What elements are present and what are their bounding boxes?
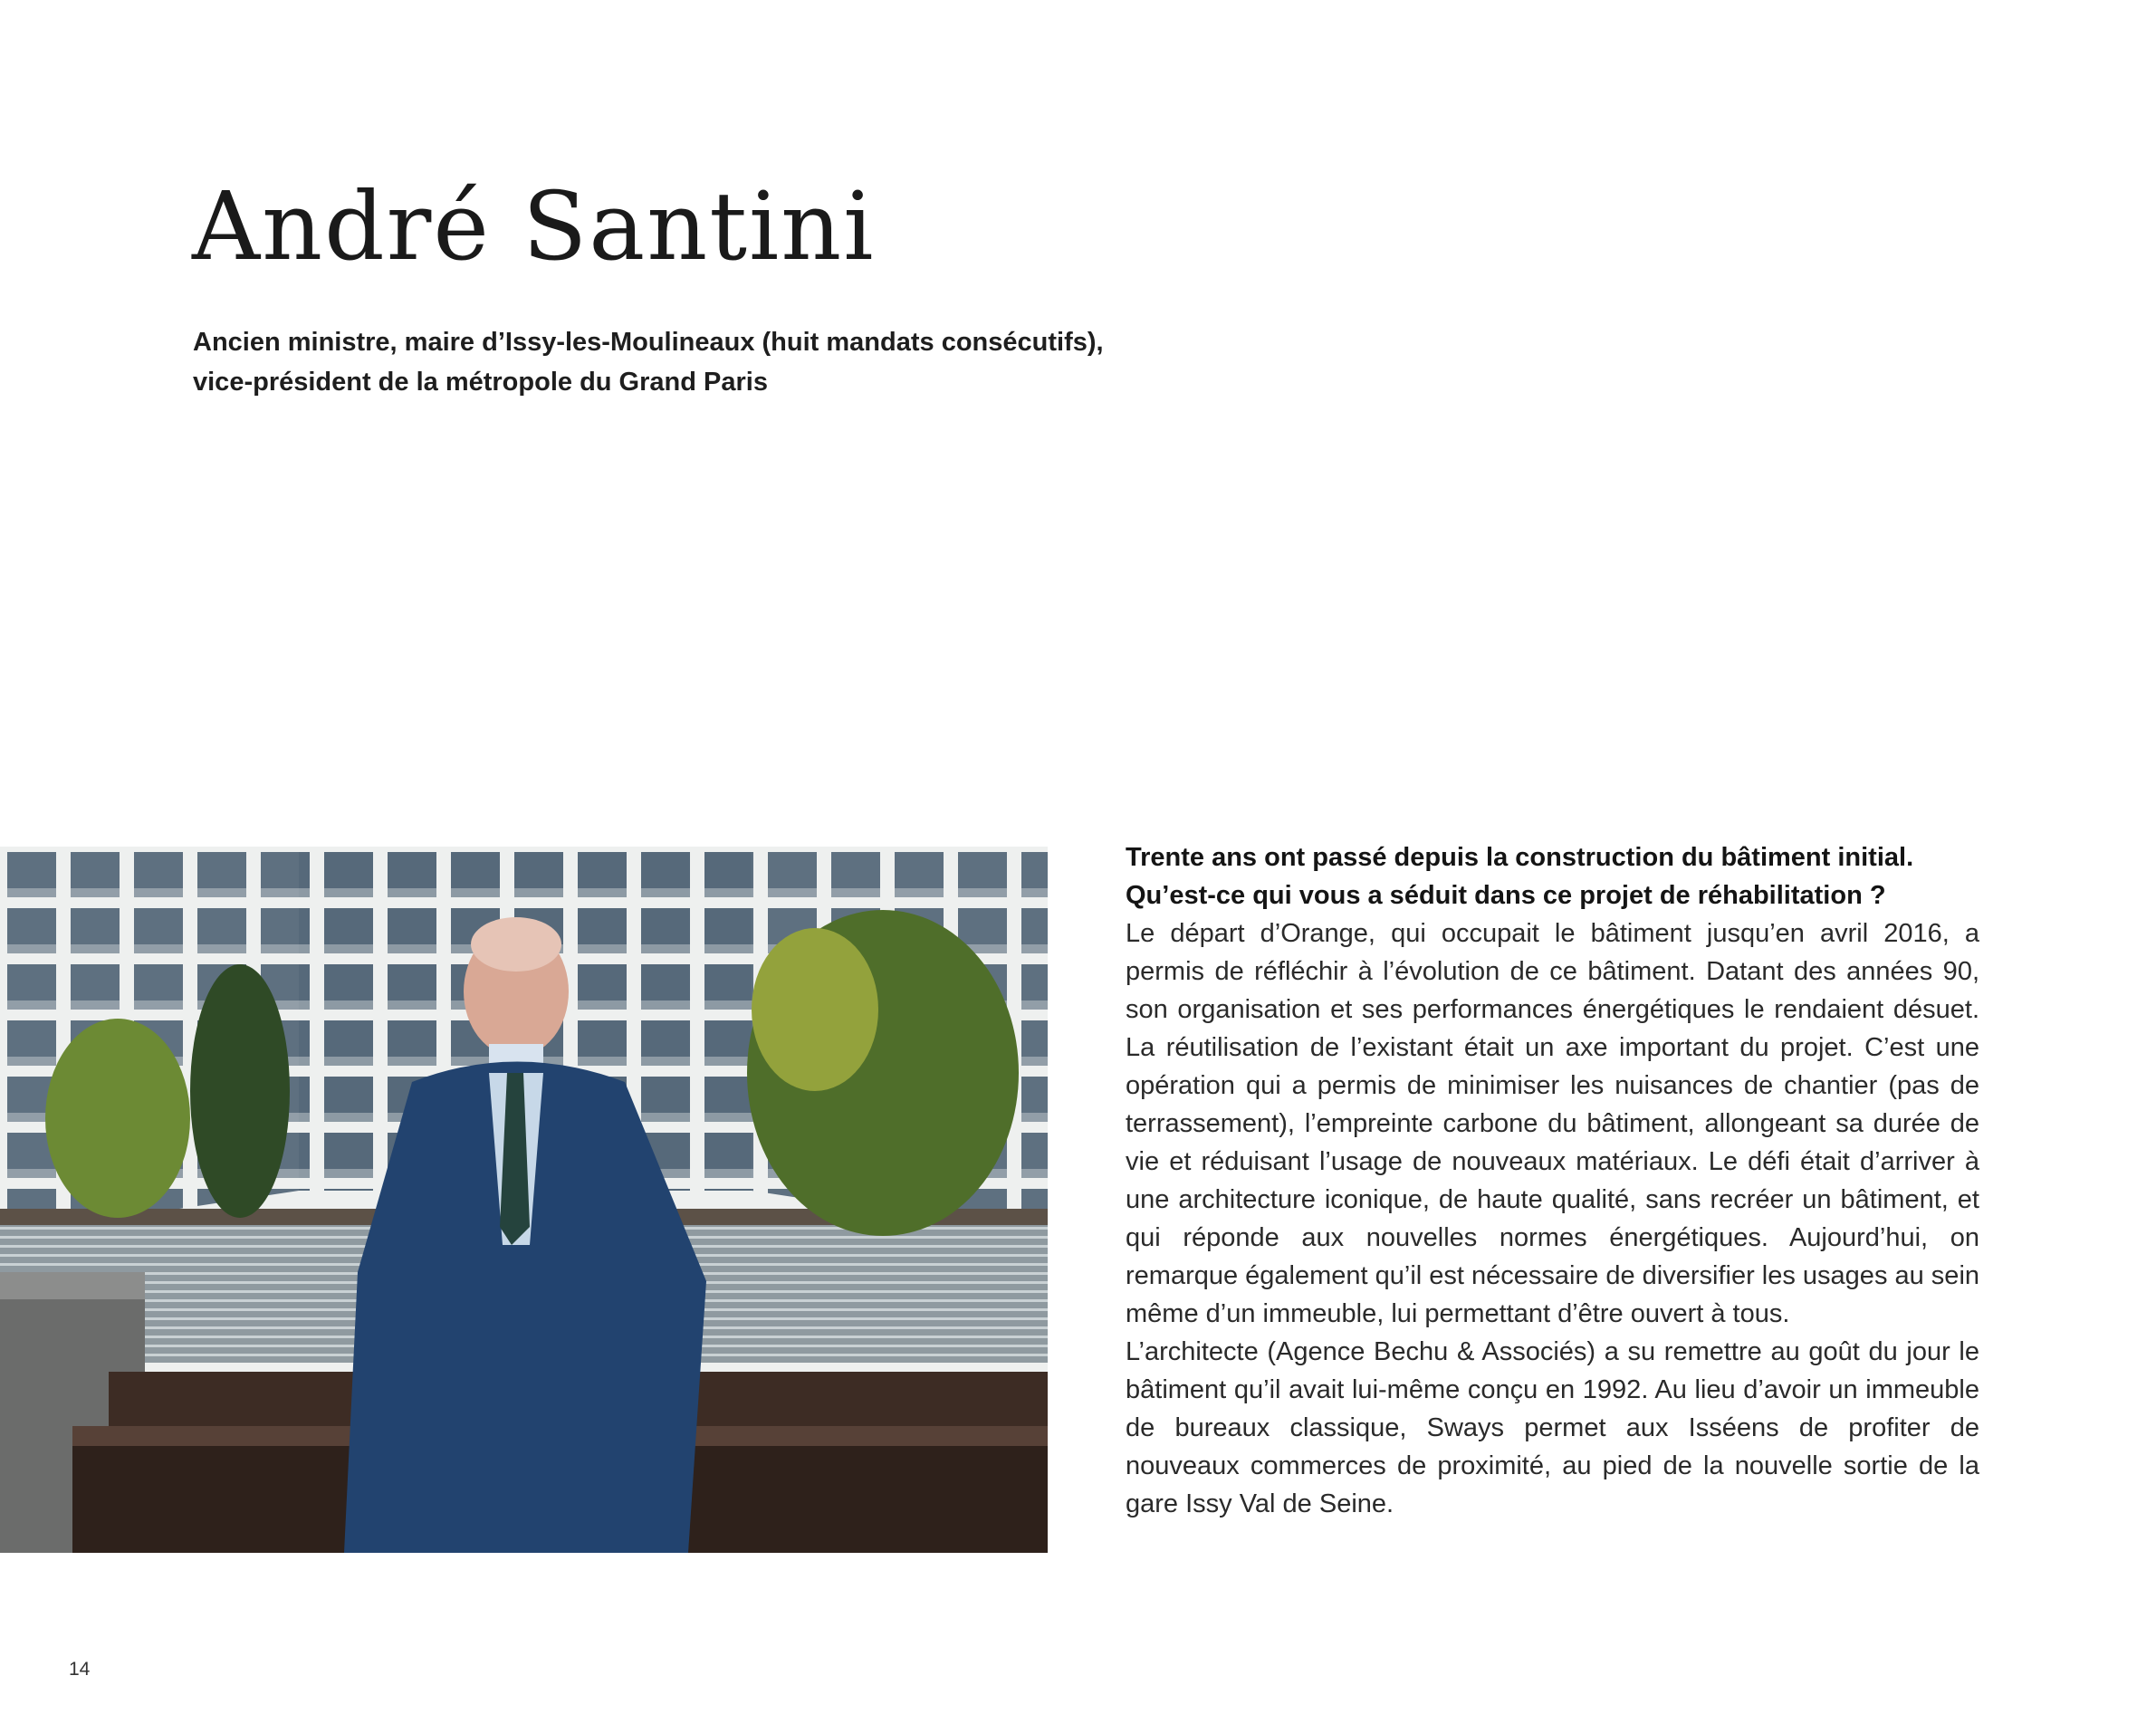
person-role [193,322,1279,402]
subtitle-line-2: vice-président de la métropole du Grand Paris [193,368,768,397]
subtitle-line-1: Ancien ministre, maire d’Issy-les-Moulineaux (huit mandats consécutifs), [193,328,1104,357]
question-line-2: Qu’est-ce qui vous a séduit dans ce projet de réhabilitation ? [1126,881,1886,910]
answer-paragraph-1: Le départ d’Orange, qui occupait le bâtiment jusqu’en avril 2016, a permis de réfléchir à l’évolution de ce bâtiment. Datant des années 90, son organisation et ses performances énergétiques le rendaient désuet. La réutilisation de l’existant était un axe important du projet. C’est une opération qui a permis de minimiser les nuisances de chantier (pas de terrassement), l’empreinte carbone du bâtiment, allongeant sa durée de vie et réduisant l’usage de nouveaux matériaux. Le défi était d’arriver à une architecture iconique, de haute qualité, sans recréer un bâtiment, et qui réponde aux nouvelles normes énergétiques. Aujourd’hui, on remarque également qu’il est nécessaire de diversifier les usages au sein même d’un immeuble, lui permettant d’être ouvert à tous. [1126,919,1980,1328]
interview-article [1126,838,1979,1523]
portrait-photo [0,847,1048,1553]
answer-paragraph-2: L’architecte (Agence Bechu & Associés) a su remettre au goût du jour le bâtiment qu’il avait lui-même conçu en 1992. Au lieu d’avoir un immeuble de bureaux classique, Sways permet aux Isséens de profiter de nouveaux commerces de proximité, au pied de la nouvelle sortie de la gare Issy Val de Seine. [1126,1337,1979,1518]
page-title: André Santini [192,171,876,282]
page-number: 14 [69,1659,91,1680]
question-line-1: Trente ans ont passé depuis la construction du bâtiment initial. [1126,843,1914,872]
